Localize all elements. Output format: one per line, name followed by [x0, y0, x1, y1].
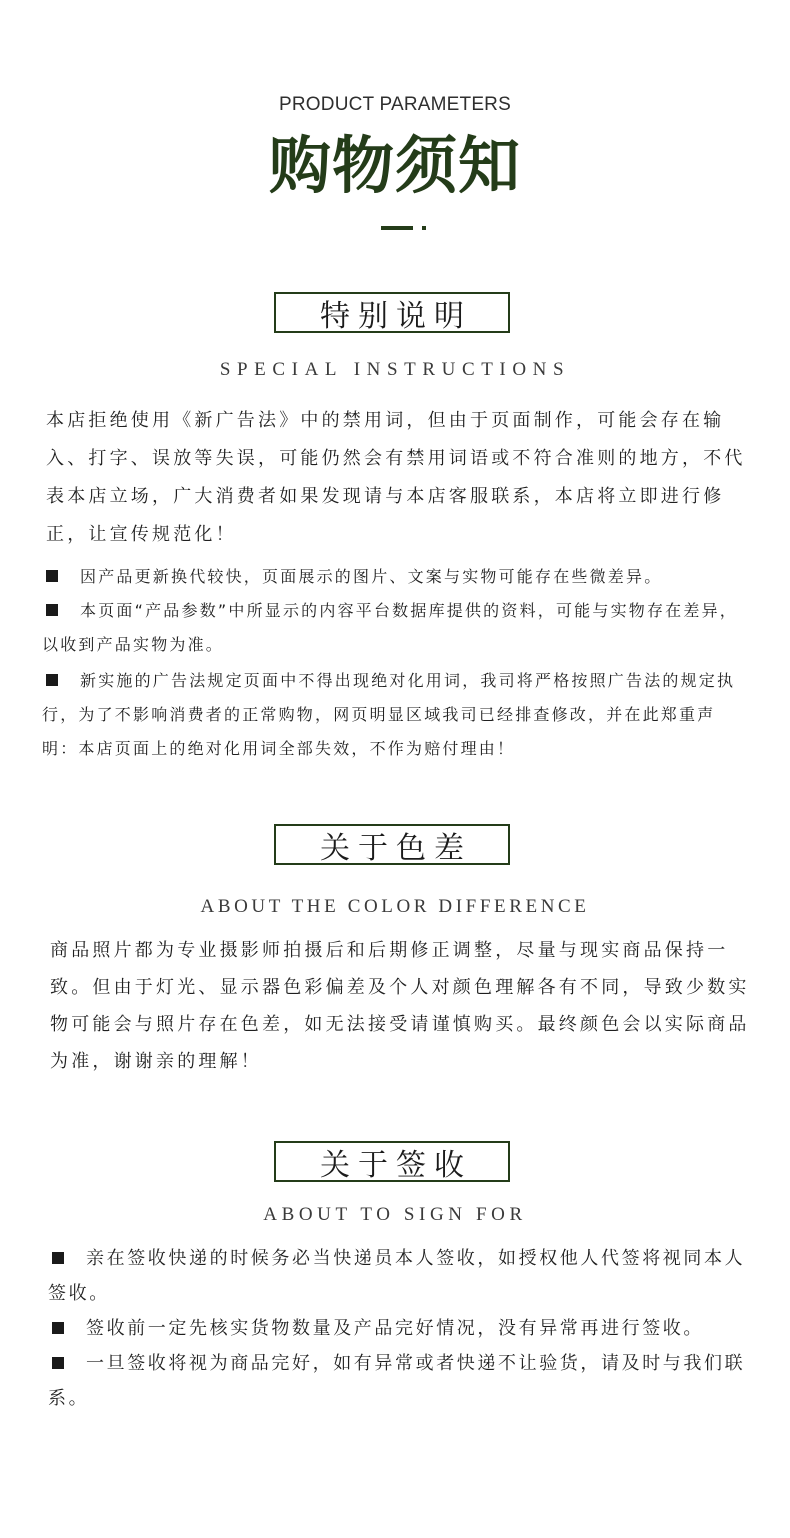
sign-for-subtitle: ABOUT TO SIGN FOR: [263, 1204, 527, 1225]
special-bullet-2: 本页面“产品参数”中所显示的内容平台数据库提供的资料，可能与实物存在差异，以收到产品实物为准。: [42, 601, 738, 654]
bullet-square-icon: [46, 604, 58, 616]
sign-for-bullet-3: 一旦签收将视为商品完好，如有异常或者快递不让验货，请及时与我们联系。: [48, 1353, 746, 1409]
title-divider-dot: [422, 226, 426, 230]
color-difference-text: 商品照片都为专业摄影师拍摄后和后期修正调整，尽量与现实商品保持一致。但由于灯光、显示器色彩偏差及个人对颜色理解各有不同，导致少数实物可能会与照片存在色差，如无法接受请谨慎购买。最终颜色会以实际商品为准，谢谢亲的理解！: [50, 940, 750, 1072]
special-instructions-intro: 本店拒绝使用《新广告法》中的禁用词，但由于页面制作，可能会存在输入、打字、误放等失误，可能仍然会有禁用词语或不符合准则的地方，不代表本店立场，广大消费者如果发现请与本店客服联系，本店将立即进行修正，让宣传规范化！: [46, 410, 746, 545]
sign-for-bullet-2: 签收前一定先核实货物数量及产品完好情况，没有异常再进行签收。: [48, 1311, 750, 1346]
header-subtitle: PRODUCT PARAMETERS: [279, 94, 511, 115]
special-bullet-3: 新实施的广告法规定页面中不得出现绝对化用词，我司将严格按照广告法的规定执行，为了不影响消费者的正常购物，网页明显区域我司已经排查修改，并在此郑重声明：本店页面上的绝对化用词全部失效，不作为赔付理由！: [42, 671, 736, 758]
special-instructions-title: 特别说明: [274, 292, 510, 333]
sign-for-bullet-1: 亲在签收快递的时候务必当快递员本人签收，如授权他人代签将视同本人签收。: [48, 1248, 746, 1304]
bullet-square-icon: [46, 570, 58, 582]
bullet-square-icon: [52, 1322, 64, 1334]
title-divider-dash: [381, 226, 413, 230]
color-difference-subtitle: ABOUT THE COLOR DIFFERENCE: [200, 896, 590, 917]
bullet-square-icon: [52, 1252, 64, 1264]
bullet-square-icon: [52, 1357, 64, 1369]
page-title: 购物须知: [268, 129, 521, 202]
bullet-square-icon: [46, 674, 58, 686]
special-bullet-1: 因产品更新换代较快，页面展示的图片、文案与实物可能存在些微差异。: [46, 560, 746, 594]
color-difference-title: 关于色差: [274, 824, 510, 865]
sign-for-title: 关于签收: [274, 1141, 510, 1182]
special-instructions-subtitle: SPECIAL INSTRUCTIONS: [219, 359, 571, 380]
